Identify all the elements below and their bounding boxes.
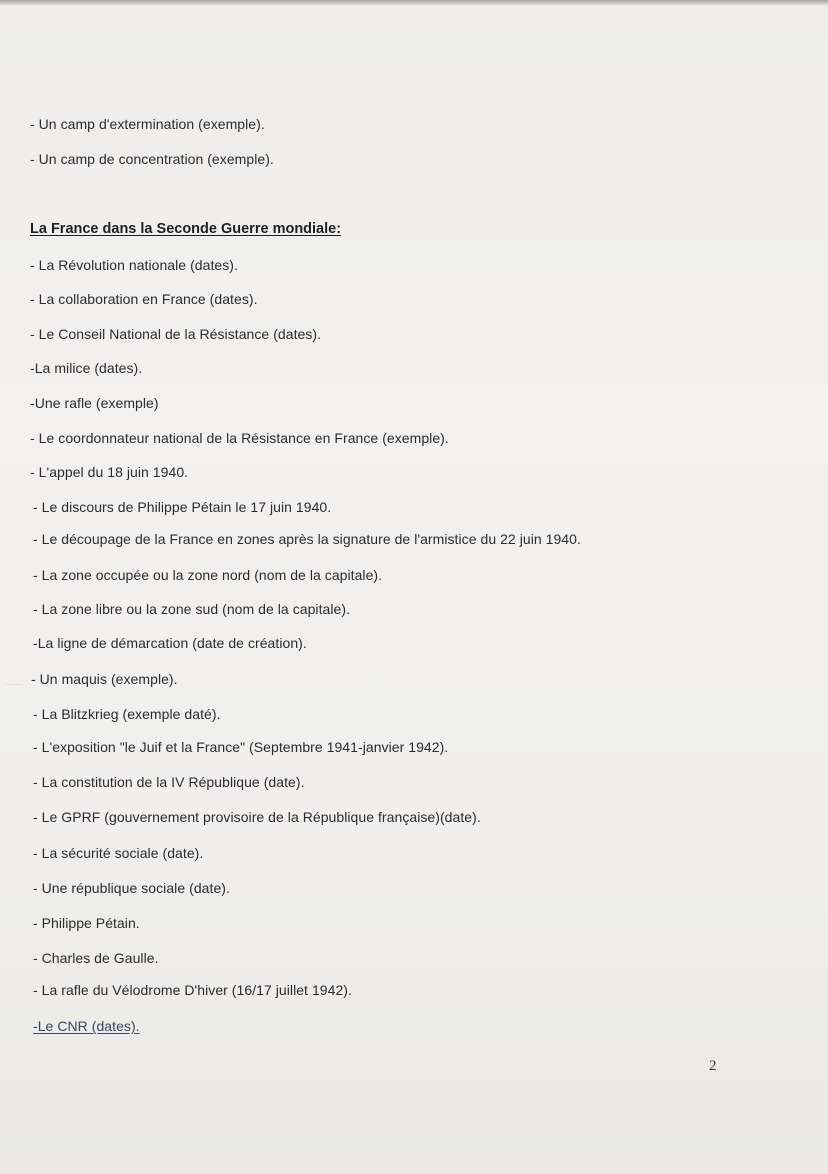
margin-smudge: …… [4, 677, 22, 687]
page-edge-shadow [0, 0, 828, 6]
list-item: - L'exposition "le Juif et la France" (Septembre 1941-janvier 1942). [33, 739, 449, 755]
list-item: - La Révolution nationale (dates). [30, 257, 238, 273]
list-item: - Le découpage de la France en zones après la signature de l'armistice du 22 juin 1940. [33, 531, 581, 547]
list-item: - Le GPRF (gouvernement provisoire de la République française)(date). [33, 809, 481, 825]
list-item: - La zone libre ou la zone sud (nom de la capitale). [33, 601, 351, 617]
list-item: - Philippe Pétain. [33, 915, 140, 931]
list-item: - Un maquis (exemple). [31, 671, 178, 687]
intro-line-2: - Un camp de concentration (exemple). [30, 151, 274, 167]
list-item: - Le Conseil National de la Résistance (dates). [30, 326, 322, 342]
list-item: -La ligne de démarcation (date de création). [33, 635, 307, 651]
list-item: - Charles de Gaulle. [33, 950, 159, 966]
list-item: - La collaboration en France (dates). [30, 291, 258, 307]
list-item-handwritten: -Le CNR (dates). [33, 1018, 140, 1034]
list-item: - La Blitzkrieg (exemple daté). [33, 706, 221, 722]
list-item: - La sécurité sociale (date). [33, 845, 204, 861]
list-item: - Le discours de Philippe Pétain le 17 juin 1940. [33, 499, 332, 515]
list-item: - La rafle du Vélodrome D'hiver (16/17 juillet 1942). [33, 982, 352, 998]
intro-line-1: - Un camp d'extermination (exemple). [30, 116, 265, 132]
list-item: -La milice (dates). [30, 360, 143, 376]
list-item: -Une rafle (exemple) [30, 395, 159, 411]
page-number: 2 [709, 1058, 717, 1074]
list-item: - La zone occupée ou la zone nord (nom de la capitale). [33, 567, 383, 583]
section-heading: La France dans la Seconde Guerre mondiale: [30, 221, 342, 237]
list-item: - Le coordonnateur national de la Résistance en France (exemple). [30, 430, 449, 446]
list-item: - L'appel du 18 juin 1940. [30, 464, 189, 480]
list-item: - La constitution de la IV République (date). [33, 774, 305, 790]
list-item: - Une république sociale (date). [33, 880, 230, 896]
